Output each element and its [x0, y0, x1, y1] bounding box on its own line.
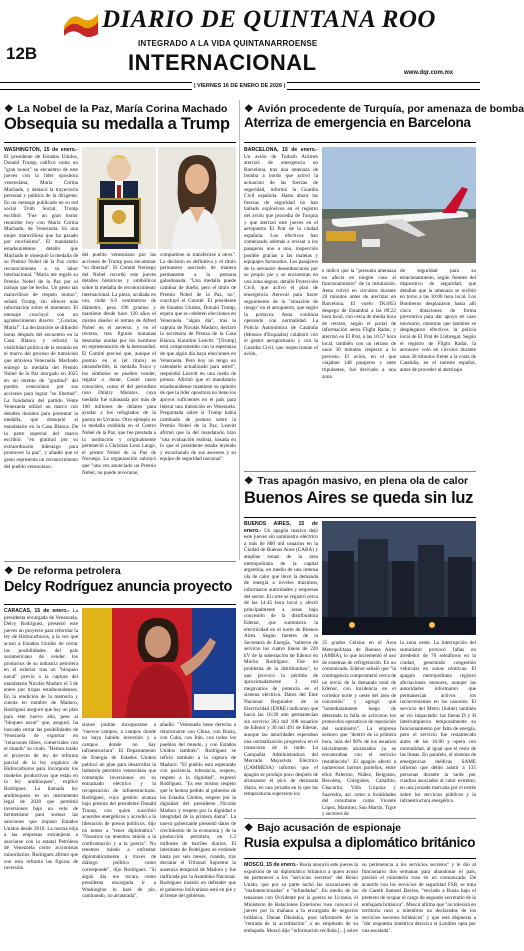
body-text: del pueblo venezolano por las acciones de Trump para encaminar "su libertad". El Comité Noruego del Nobel recordó este jueves detalles históricos y simbólicos sobre la medalla de reconocimiento internacional. La pieza, acuñada en oro, mide 6.6 centímetros de diámetro, pesa 196 gramos y mantiene desde hace 120 años el mismo diseño: el retrato de Alfred Nobel en el anverso, y en el reverso, tres figuras humanas desnudas unidas por los hombros en representación de la hermandad. El Comité precisó que, aunque el premio en sí (el título) es intransferible, la medalla física y los símbolos se pueden vender, regalar o donar. Contó casos conocidos, como el del periodista ruso Dmitry Muratov, cuya medalla fue subastada por más de 100 millones de dólares para ayudar a los refugiados de la guerra en Ucrania. Otro ejemplo es la medalla exhibida en el Centro Nobel de la Paz, que fue prestada a la institución y originalmente perteneció a Christian Lous Lange, el primer Nobel de la Paz de Noruega. La organización subrayó que "una vez anunciado un Premio Nobel, no puede revocarse,: [82, 252, 156, 476]
article-body-col: [160, 252, 236, 557]
dqr-logo-icon: [62, 8, 100, 38]
divider: [4, 604, 236, 605]
body-text: Rusia anunció este jueves la expulsión de un diplomático británico a quien acusó de pertenecer a los "servicios secretos" del Reino Unido, que por su parte tachó las acusaciones de "malintencionadas" e "infundadas". En medio de las tensiones con Occidente por la guerra en Ucrania, el Ministerio de Relaciones Exteriores ruso convocó el jueves por la mañana a la encargada de negocios británica, Danae Dholakia, para informarle de la "retirada de la acreditación" a un empleado de su embajada. Moscú dijo "información recibida [...] sobre: [244, 862, 358, 934]
dateline: CARACAS, 15 de enero.-: [4, 608, 70, 614]
article-body-col: [244, 521, 318, 815]
headline-machado[interactable]: Obsequia su medalla a Trump: [4, 115, 230, 133]
headline-rusia[interactable]: Rusia expulsa a diplomático británico: [244, 835, 476, 850]
body-text: añadió. "Venezuela tiene derecho a relacionarse con China, con Rusia, con Cuba, con Irán, con todos los pueblos del mundo, y con Estados Unidos también". Rodríguez se refirió también a la captura de Maduro: "El pueblo está esperando con paciencia, tolerancia, respeto, respeto a la dignidad", expresó Rodríguez. "Es ese mismo respeto que le hemos pedido al gobierno de los Estados Unidos, respeto por la dignidad del presidente Nicolás Maduro y respeto por la dignidad e integridad de la primera dama". La nueva gobernante presentó datos de crecimiento de la economía y de la producción petrolera, en 1.2 millones de barriles diarios. El interinato de Rodríguez se extiende hasta por seis meses, cuando, tras declarar el Tribunal Supremo la ausencia temporal de Maduro y fue ratificada por la Asamblea Nacional. Rodríguez insistió en defender que el gobierno bolivariano está en pie y al frente del gobierno.: [160, 722, 236, 900]
body-text: su pertenencia a los servicios secretos" y le dio al funcionario dos semanas para abandonar el país, precisó el ministerio ruso en un comunicado. De acuerdo con los servicios de seguridad FSB, se trata de Gareth Samuel Davies, "enviado a Rusia bajo el pretexto de ocupar el cargo de segundo secretario de la embajada británica". Moscú afirma que "no tolerará en territorio ruso a miembros no declarados de los servicios secretos británicos" y que está dispuesta a "dar respuesta simétrica decisiva si Londres opta por una escalada".: [362, 862, 476, 934]
dateline: MOSCÚ, 15 de enero.-: [244, 862, 299, 868]
diamond-icon: ❖: [4, 103, 14, 115]
divider: [244, 517, 476, 518]
machado-photo: [158, 147, 236, 249]
article-body-col: [82, 722, 156, 948]
plane-photo-image: [322, 147, 476, 263]
article-body-col: [400, 268, 476, 468]
paper-tagline: INTEGRADO A LA VIDA QUINTANARROENSE: [138, 39, 318, 48]
delcy-photo-image: [82, 608, 236, 718]
paper-name[interactable]: DIARIO DE QUINTANA ROO: [102, 6, 436, 33]
website-link[interactable]: www.dqr.com.mx: [404, 70, 454, 76]
kicker-delcy: [4, 565, 121, 577]
page-number: 12B: [6, 44, 38, 63]
column-divider: [239, 100, 240, 560]
divider: [244, 858, 476, 859]
diamond-icon: ❖: [4, 565, 14, 577]
divider: [244, 818, 476, 819]
medal-photo-image: [82, 147, 156, 249]
body-text: de seguridad para su estacionamiento, según fuentes del dispositivo de seguridad, que detallan que la amenaza se recibió en torno a las 10:00 hora local. Los Bomberos desplazaron hasta allí cinco dotaciones de forma preventiva para dar apoyo en caso necesario, mientras que también se desplegaron efectivos la policía local de El Prat de Llobregat. Según el registro de Flight Radar, la aeronave voló en círculos durante unos 20 minutos frente a la costa de Cataluña, en el noreste español, antes de proceder al aterrizaje.: [400, 268, 476, 373]
city-photo-image: [322, 521, 476, 635]
article-body-col: [4, 608, 78, 948]
date-line: | VIERNES 16 DE ENERO DE 2026 |: [194, 83, 286, 89]
divider: [244, 142, 476, 143]
kicker-text: La Nobel de la Paz, María Corina Machado: [17, 103, 228, 115]
dateline: BARCELONA, 15 de enero.-: [244, 147, 318, 153]
kicker-avion: [244, 103, 524, 115]
body-text: Un apagón masivo dejó este jueves sin suministro eléctrico a más de 800 mil usuarios en la Ciudad de Buenos Aires (CABA) y amplias zonas de la área metropolitana de la capital argentina, en medio de una intensa ola de calor que llevó la demanda de energía a niveles máximos, informaron autoridades y empresas del sector. El corte se registró cerca de las 14:45 hora local y afectó principalmente a áreas bajo concesión de la distribuidora Edenor, que suministra la electricidad en el norte de Buenos Aires. Según fuentes de la Secretaría de Energía, "salieron de servicio los cuatro líneas de 220 kV de la subestación de Edenor en Morón Rodríguez. Fue un problema de la distribuidora", lo que provocó la pérdida de aproximadamente 3 mil megavatios de potencia en el sistema eléctrico. Datos del Ente Nacional Regulador de la Electricidad (ENRE) indicaron que hacia las 16:30 aún permanecían sin servicio 363 mil 108 usuarios de Edenor y 30 mil 491 de Edesur, aunque las autoridades esperaban una normalización progresiva en el transcurso de la tarde. La Compañía Administradora del Mercado Mayorista Eléctrico (CAMMESA) informó que el apagón se produjo poco después de alcanzarse el pico de demanda diaria, en una jornada en la que las temperaturas superaron los: [244, 527, 318, 798]
kicker-apagon: [244, 475, 468, 487]
article-body-col: [322, 268, 396, 468]
divider: [244, 471, 476, 472]
machado-photo-image: [158, 147, 236, 249]
kicker-text: Tras apagón masivo, en plena ola de calor: [257, 475, 469, 487]
article-body-col: [160, 722, 236, 948]
diamond-icon: ❖: [244, 822, 254, 834]
body-text: Un avión de Turkish Airlines aterrizó de emergencia en Barcelona, tras una amenaza de bomba a bordo que activó la actuación de las fuerzas de seguridad, informó la Guardia Civil española. Hasta ahora las fuerzas de seguridad no han hallado explosivos en el registro del avión que procedía de Turquía y que aterrizó este jueves en el aeropuerto El Prat de la ciudad española. Los efectivos han comenzado además a revisar a los pasajeros uno a uno, inspección posible gracias a las maletas y equipajes facturados. Los pasajeros de la aeronave desembarcaron por su propio pie y se encuentran en una zona segura, detalló Protección Civil, que activó el plan de emergencia Aeroval para hacer seguimiento de la "situación de riesgo" en el aeropuerto, que según la portavoz Aena continúa operando con normalidad. La Policía Autonómica de Cataluña (Mossos d'Esquadra) colaboró con el gestor aeroportuario y con la Guardia Civil, que inspeccionan el avión,: [244, 153, 318, 358]
divider: [4, 561, 236, 562]
diamond-icon: ❖: [244, 475, 254, 487]
headline-apagon[interactable]: Buenos Aires se queda sin luz: [244, 489, 474, 507]
article-body-col: [4, 147, 78, 557]
dateline: BUENOS AIRES, 15 de enero.-: [244, 521, 318, 534]
body-text: e indicó que la "presunta amenaza no afecta en ningún caso al funcionamiento" de la instalación. Aena volvió en circuitos durante 20 minutos antes de aterrizar en Barcelona. El vuelo TK1853 despegó de Estambul a las 09:22 hora local, con cerca de media hora de retraso, según el portal de información aérea Flight Radar, y aterrizó en El Prat, a las 10:57 hora local, también con un retraso de unos 30 minutos respecto a lo previsto. El avión, en el que viajaban 148 pasajeros y siete tripulantes, fue derivado a una zona: [322, 268, 396, 380]
city-photo: [322, 521, 476, 635]
body-text: la zona oeste. La interrupción del suministro provocó fallas en alrededor de 70 semáforos en la ciudad, generando congestión vehicular en zonas céntricas. El apagón metropolitano registró afectaciones menores, aunque las autoridades informaron que permanecían activos los inconvenientes en los usuarios. El servicio del Metro (Subte) también se vio impactado: las líneas D y H interrumpieron temporalmente su funcionamiento por falta de energía, pero el servicio fue restablecido antes de las 16:00 y opera con normalidad, al igual que el resto de las líneas. En paralelo, el sistema de emergencias médicas SAME informó que debió asistir a 135 personas durante la tarde por cuadros asociados al calor extremo, en una jornada marcada por el estrés sobre los servicios públicos y la infraestructura energética.: [400, 640, 476, 805]
body-text: 35 grados Celsius en el Área Metropolitana de Buenos Aires (AMBA), lo que incrementó el uso de sistemas de refrigeración. En un comunicado, Edenor señaló que "la contingencia comprometió cerca de un tercio de la demanda total de Edenor, con incidencia en el corredor norte y oeste del área de concesión" y agregó que "inmediatamente luego de detectada la falla se activaron los protocolos operativos de reposición del suministro". La empresa sostuvo que "dentro de la primera hora, más del 90% de los usuarios inicialmente alcanzados ya se encontraban con el servicio restablecido". El apagón afectó a numerosos barrios porteños, entre ellos Palermo, Núñez, Belgrano, Recoleta, Colegiales, Caballito, Chacarita, Villa Urquiza y Saavedra, así como a localidades del conurbano como Vicente López, Martínez, San Martín, Tigre y sectores de: [322, 640, 396, 818]
section-title: INTERNACIONAL: [128, 50, 317, 75]
body-text: compartirse ni transferirse a otros". La decisión es definitiva y el título permanece asociado de manera permanente a la persona galardonada. "Una medalla puede cambiar de dueño, pero el título de Premio Nobel de la Paz, no", concluyó el Comité. El presidente de Estados Unidos, Donald Trump, espera que se celebren elecciones en Venezuela "algún día", tras la captura de Nicolás Maduro, declaró la secretaria de Prensa de la Casa Blanca, Karoline Leavitt. "[Trump] está comprometido con la esperanza de que algún día haya elecciones en Venezuela. Pero hoy no tengo un calendario actualizado para usted", respondió Leavitt en una rueda de prensa. Afirmó que el mandatario estadounidense mantiene su opinión de que la líder opositora no tiene los apoyos suficientes en el país para liderar una transición en Venezuela. Preguntada sobre si Trump había cambiado de postura sobre la Premio Nobel de la Paz, Leavitt afirmó que la del mandatario hizo "una evaluación realista, basada en lo que el presidente estaba leyendo y escuchando de sus asesores y su equipo de seguridad nacional".: [160, 252, 236, 463]
article-body-col: [244, 147, 318, 469]
article-body-col: [82, 252, 156, 557]
delcy-photo: [82, 608, 236, 718]
headline-avion[interactable]: Aterriza de emergencia en Barcelona: [244, 115, 471, 130]
body-text: La presidenta encargada de Venezuela, Delcy Rodríguez, presentó este jueves un proyecto para reformar la ley de Hidrocarburos, a la vez que acusó a Estados Unidos de cerrar las posibilidades del país suramericano de vender los productos de su industria petrolera en el exterior tras un "bloqueo naval" previo a la captura del mandatario Nicolás Maduro el 3 de enero por tropas estadounidenses. En la rendición de la memoria y cuenta en nombre de Maduro, Rodríguez aseguró que hay un plan para este nuevo año, pese al "bloqueo naval" que, aseguró, ha buscado cerrar las posibilidades de Venezuela de exportar en "relaciones libres, comerciales con el mundo" su crudo. "Hemos traído el proyecto de ley de reforma parcial de la ley orgánica de Hidrocarburos para incorporar los modelos productivos que están en la ley antibloqueo", explicó Rodríguez. La llamada ley antibloqueos es un instrumento legal de 2020 que permitió inversiones bajo un velo de hermetismo para sortear las sanciones que impuso Estados Unidos desde 2019. La norma elija a las empresas extranjeras a asociarse con la estatal Petróleos de Venezuela como accionistas minoritarios. Rodríguez afirmó que con esta reforma las figuras de inversión: [4, 608, 79, 872]
diamond-icon: ❖: [244, 103, 254, 115]
dateline: WASHINGTON, 15 de enero.-: [4, 147, 78, 153]
masthead: [0, 0, 480, 96]
body-text: El presidente de Estados Unidos, Donald Trump, calificó como un "gran honor" su encuentro de este jueves con la líder opositora venezolana, María Corina Machado, y destacó la trayectoria personal y política de la dirigente. En un mensaje publicado en su red social Truth Social, Trump escribió: "Fue un gran honor reunirme hoy con María Corina Machado, de Venezuela. Es una mujer maravillosa que ha pasado por muchísimo". El mandatario estadounidense detalló que Machado le obsequió la medalla de su Premio Nobel de la Paz como reconocimiento a su labor internacional. "María me regaló su Premio Nobel de la Paz por el trabajo que he hecho. Un gesto tan maravilloso de respeto mutuo", señaló Trump, sin ofrecer más información sobre el momento. El mensaje concluyó con un agradecimiento directo: "¡Gracias, María!". La declaración se difundió horas después del encuentro en la Casa Blanca y reforzó la visibilidad política de la reunión en el marco del proceso de transición que atraviesa Venezuela. Machado entregó la medalla del Premio Nobel de la Paz otorgado en 2025 en un intento de "gratitud" del pueblo venezolano por sus acciones para lograr "su libertad". La fundadora del partido Vente Venezuela utilizó un marco con detalles dorados para presentar la medalla, que obsequió al mandatario en la Casa Blanca. De la parte superior del marco escribió: "en gratitud por su extraordinario liderazgo para promover la paz", y añadió que el gesto representa un reconocimiento del pueblo venezolano.: [4, 153, 78, 470]
article-body-col: [362, 862, 476, 948]
article-body-col: [400, 640, 476, 815]
article-body-col: [244, 862, 358, 948]
kicker-text: Bajo acusación de espionaje: [257, 822, 401, 834]
plane-photo: [322, 147, 476, 263]
kicker-rusia: [244, 822, 401, 834]
body-text: siones podrán incorporarse a "nuevos campos, a campos donde no haya habido inversión y a campos donde no hay infraestructura". El Departamento de Energía de Estados Unidos publicó un plan para desarrollar la industria petrolera venezolana que contempla inversiones en su entramado eléctrico y la recuperación de infraestructuras. Rodríguez, cuya gestión avanza bajo presión del presidente Donald Trump, con quien suscribió acuerdos energéticos y accedió a la liberación de presos políticos, dijo no temer a "tener diplomática". "Nosotros no tenemos miedo a la confrontación y a la guerra". No tenemos miedo a enfrentar diplomáticamente a través de diálogo político como corresponde", dijo Rodríguez. "Si algún día me tocara como presidenta encargada ir a Washington lo haré de pie, caminando, no arrastrada",: [82, 722, 156, 900]
kicker-text: Avión procedente de Turquía, por amenaza de bomba: [257, 103, 524, 115]
article-body-col: [322, 640, 396, 818]
medal-photo: [82, 147, 156, 249]
kicker-machado: [4, 103, 227, 115]
kicker-text: De reforma petrolera: [17, 565, 121, 577]
divider: [4, 142, 236, 143]
headline-delcy[interactable]: Delcy Rodríguez anuncia proyecto: [4, 579, 233, 595]
